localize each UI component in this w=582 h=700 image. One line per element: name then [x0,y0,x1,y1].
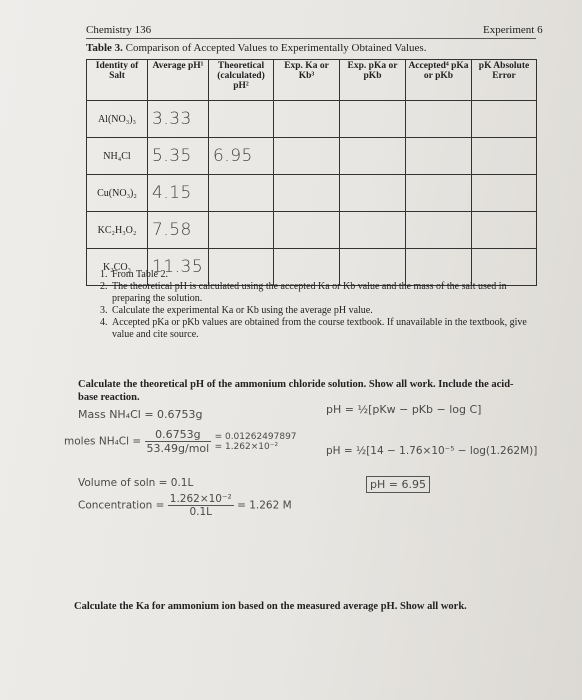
exp-pk-cell[interactable] [340,212,406,249]
table-row [87,212,537,249]
handwritten-concentration [78,493,292,518]
header-theoretical-ph: Theoretical (calculated) pH² [209,60,274,101]
header-accepted-pk: Accepted⁴ pKa or pKb [406,60,472,101]
footnote: 3. Calculate the experimental Ka or Kb using the average pH value. [100,305,373,316]
accepted-pk-cell[interactable] [406,101,472,138]
conc-fraction: $\frac{\text{1.262×10⁻²}}{0.1L}$ [169,493,232,518]
exp-k-cell[interactable] [274,175,340,212]
exp-pk-cell[interactable] [340,175,406,212]
header-exp-pk: Exp. pKa or pKb [340,60,406,101]
header-rule [86,38,536,39]
table-header-row [87,60,537,101]
error-cell[interactable] [472,101,537,138]
handwritten-moles [64,428,297,455]
theo-ph-cell[interactable] [209,175,274,212]
accepted-pk-cell[interactable] [406,138,472,175]
salt-cell: K₂CO₃ [87,249,148,286]
moles-label: moles NH₄Cl = [64,435,142,448]
theo-ph-cell[interactable] [209,101,274,138]
salt-cell: Cu(NO₃)₂ [87,175,148,212]
moles-fraction: $\frac{0.6753g}{\text{53.49g/mol}}$ [146,428,210,455]
handwritten-ph-formula: pH = ½[pKw − pKb − log C] [326,403,482,416]
error-cell[interactable] [472,175,537,212]
error-cell[interactable] [472,212,537,249]
table-row [87,138,537,175]
table-caption [86,42,426,54]
handwritten-ph-result: pH = 6.95 [366,476,430,493]
avg-ph-cell[interactable]: 7.58 [148,212,209,249]
avg-ph-cell[interactable]: 11.35 [148,249,209,286]
footnote: 4. Accepted pKa or pKb values are obtained from the course textbook. If unavailable in the textbook, give value and cite source. [100,317,527,340]
handwritten-mass: Mass NH₄Cl = 0.6753g [78,408,203,421]
handwritten-ph-substitution: pH = ½[14 − 1.76×10⁻⁵ − log(1.262M)] [326,445,538,457]
salt-cell: NH₄Cl [87,138,148,175]
course-title: Chemistry 136 [86,24,152,36]
exp-pk-cell[interactable] [340,138,406,175]
header-exp-k: Exp. Ka or Kb³ [274,60,340,101]
header-absolute-error: pK Absolute Error [472,60,537,101]
avg-ph-cell[interactable]: 3.33 [148,101,209,138]
table-caption-number: Table 3. [86,42,123,54]
exp-k-cell[interactable] [274,212,340,249]
comparison-table [86,59,537,286]
conc-result: = 1.262 M [237,499,292,512]
accepted-pk-cell[interactable] [406,212,472,249]
table-row [87,175,537,212]
table-footnotes [100,269,530,341]
footnote: 2. The theoretical pH is calculated using the accepted Ka or Kb value and the mass of the salt used in preparing the solution. [100,281,507,304]
table-caption-text: Comparison of Accepted Values to Experimentally Obtained Values. [125,42,427,54]
accepted-pk-cell[interactable] [406,175,472,212]
conc-label: Concentration = [78,499,165,512]
theo-ph-cell[interactable]: 6.95 [209,138,274,175]
handwritten-volume: Volume of soln = 0.1L [78,477,194,489]
avg-ph-cell[interactable]: 5.35 [148,138,209,175]
header-identity: Identity of Salt [87,60,148,101]
exp-k-cell[interactable] [274,101,340,138]
salt-cell: KC₂H₃O₂ [87,212,148,249]
avg-ph-cell[interactable]: 4.15 [148,175,209,212]
question-ka-ammonium: Calculate the Ka for ammonium ion based on the measured average pH. Show all work. [74,601,467,612]
exp-pk-cell[interactable] [340,101,406,138]
error-cell[interactable] [472,138,537,175]
footnote: 1. From Table 2. [100,269,169,280]
moles-results: = 0.01262497897 = 1.262×10⁻² [214,431,297,452]
table-row [87,101,537,138]
theo-ph-cell[interactable] [209,212,274,249]
experiment-label: Experiment 6 [483,24,543,36]
exp-k-cell[interactable] [274,138,340,175]
question-theoretical-ph: Calculate the theoretical pH of the ammonium chloride solution. Show all work. Include the acid-base reaction. [78,379,514,403]
salt-cell: Al(NO₃)₃ [87,101,148,138]
header-average-ph: Average pH¹ [148,60,209,101]
